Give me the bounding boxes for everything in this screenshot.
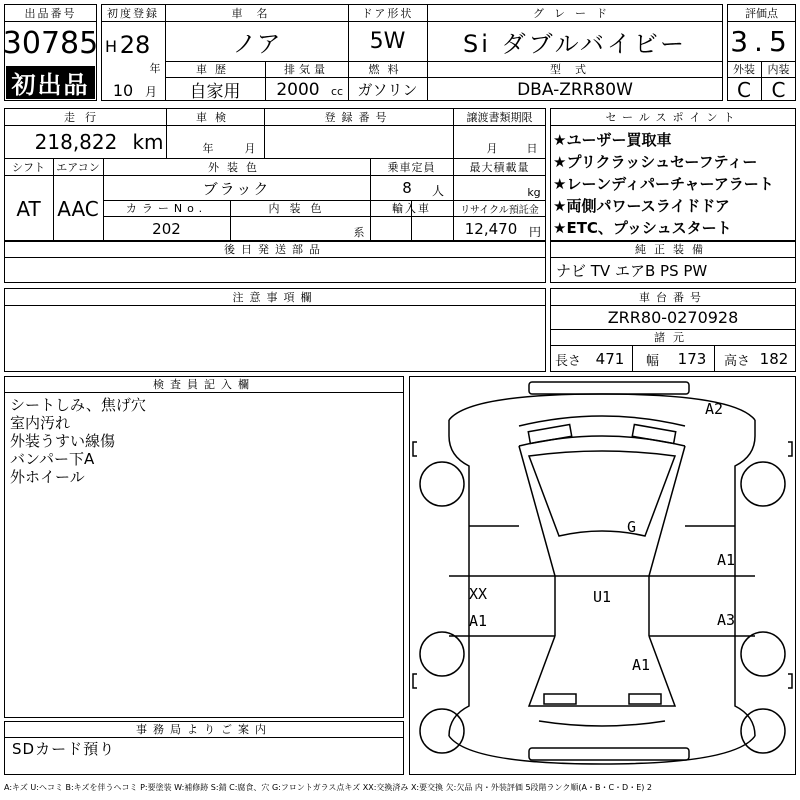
sales-points-label: セールスポイント [605,110,741,124]
later-parts-label: 後日発送部品 [224,243,326,256]
interior-grade-label: 内装 [767,63,790,76]
color-label: 外装色 [208,160,265,174]
model-code: DBA-ZRR80W [517,79,633,100]
inspector-line: 外ホイール [10,467,85,486]
import-label: 輸入車 [392,202,431,215]
lot-no-label: 出品番号 [24,6,77,20]
load-label: 最大積載量 [469,160,530,174]
first-listing-badge: 初出品 [6,66,95,99]
color-no: 202 [152,220,181,238]
capacity: 8 [402,179,412,197]
lot-number: 30785 [2,25,99,61]
reg-no-label: 登録番号 [324,110,393,124]
era-letter: H [104,36,118,56]
exterior-grade-label: 外装 [733,63,755,76]
office-label: 事務局よりご案内 [136,723,272,736]
damage-mark-xx: XX [469,585,488,603]
car-name-label: 車名 [231,6,282,20]
interior-grade: C [771,77,786,102]
ac-label: エアコン [56,160,100,174]
equipment-label: 純正装備 [635,243,711,256]
shift-label: シフト [12,160,45,174]
inspector-line: 外装うすい線傷 [10,431,116,450]
sales-point-item: ★レーンディパーチャーアラート [553,174,774,193]
legend: A:キズ U:ヘコミ B:キズを伴うヘコミ P:要塗装 W:補修跡 S:錆 C:腐食、穴 G:フロントガラス点キズ XX:交換済み X:要交換 欠:欠品 内・外装評価 5段階ランク順(A・B・C・D・E) 2 [4,782,653,792]
fuel-label: 燃料 [368,63,407,76]
sales-point-item: ★両側パワースライドドア [553,196,730,215]
length: 471 [595,350,625,368]
dimensions-label: 諸元 [654,331,692,344]
length-label: 長さ [555,353,582,369]
car-outline-diagram [409,376,796,775]
height-label: 高さ [724,353,751,369]
capacity-label: 乗車定員 [387,160,436,174]
damage-mark-a2: A2 [705,400,724,418]
inspection-year-unit: 年 [202,142,214,155]
score: 3.5 [730,25,793,58]
notes-label: 注意事項欄 [232,290,318,304]
sales-point-item: ★ユーザー買取車 [553,130,672,149]
chassis-number: ZRR80-0270928 [607,308,739,327]
fuel: ガソリン [357,81,418,99]
grade: Si ダブルバイビー [463,30,687,58]
door-label: ドア形状 [361,6,414,20]
recycle-fee: 12,470 [464,220,518,238]
door-type: 5W [369,29,406,54]
reg-month-unit: 月 [144,84,157,99]
inspection-month-unit: 月 [244,142,256,155]
first-reg-label: 初度登録 [107,6,159,20]
damage-mark-a3: A3 [717,611,736,629]
chassis-label: 車台番号 [639,290,707,304]
inspector-label: 検査員記入欄 [153,378,255,391]
transfer-label: 譲渡書類期限 [466,110,533,124]
mileage-unit: km [132,130,164,154]
transfer-month-unit: 月 [486,142,498,155]
recycle-label: リサイクル預託金 [460,204,539,216]
model-label: 型式 [550,63,600,76]
equipment: ナビ TV エアB PS PW [556,262,708,280]
transfer-day-unit: 日 [526,142,538,155]
displacement-unit: cc [330,84,344,98]
history: 自家用 [189,82,241,102]
ac: AAC [57,196,99,221]
displacement-label: 排気量 [284,63,329,76]
recycle-unit: 円 [528,224,541,239]
inspection-label: 車検 [196,110,234,124]
damage-mark-a1-right: A1 [717,551,736,569]
history-label: 車歴 [196,63,234,76]
inspector-line: バンパー下A [10,449,95,468]
width: 173 [677,350,707,368]
shift: AT [16,196,41,221]
damage-mark-a1-left: A1 [469,612,488,630]
int-color-label: 内装色 [268,202,332,215]
capacity-unit: 人 [431,183,444,198]
int-color-unit: 系 [353,226,365,239]
displacement: 2000 [276,79,320,100]
reg-month: 10 [112,80,134,100]
sales-point-item: ★プリクラッシュセーフティー [553,152,758,171]
reg-year: 28 [119,31,151,59]
inspector-line: 室内汚れ [10,413,71,432]
load-unit: kg [527,185,541,199]
color-no-label: カラーNo. [125,202,208,215]
width-label: 幅 [646,353,660,369]
score-label: 評価点 [745,6,778,20]
exterior-grade: C [737,77,751,102]
grade-label: グレード [533,6,617,20]
damage-mark-u1: U1 [593,588,612,606]
reg-year-unit: 年 [149,62,161,75]
inspector-line: シートしみ、焦げ穴 [10,395,146,414]
color: ブラック [202,179,271,198]
mileage-label: 走行 [64,110,106,124]
damage-mark-g: G [627,518,637,536]
sales-point-item: ★ETC、プッシュスタート [553,218,732,237]
mileage: 218,822 [34,130,118,154]
car-name: ノア [232,30,281,58]
height: 182 [759,350,789,368]
damage-mark-a1-rear: A1 [632,656,651,674]
office-note: SDカード預り [12,739,116,758]
